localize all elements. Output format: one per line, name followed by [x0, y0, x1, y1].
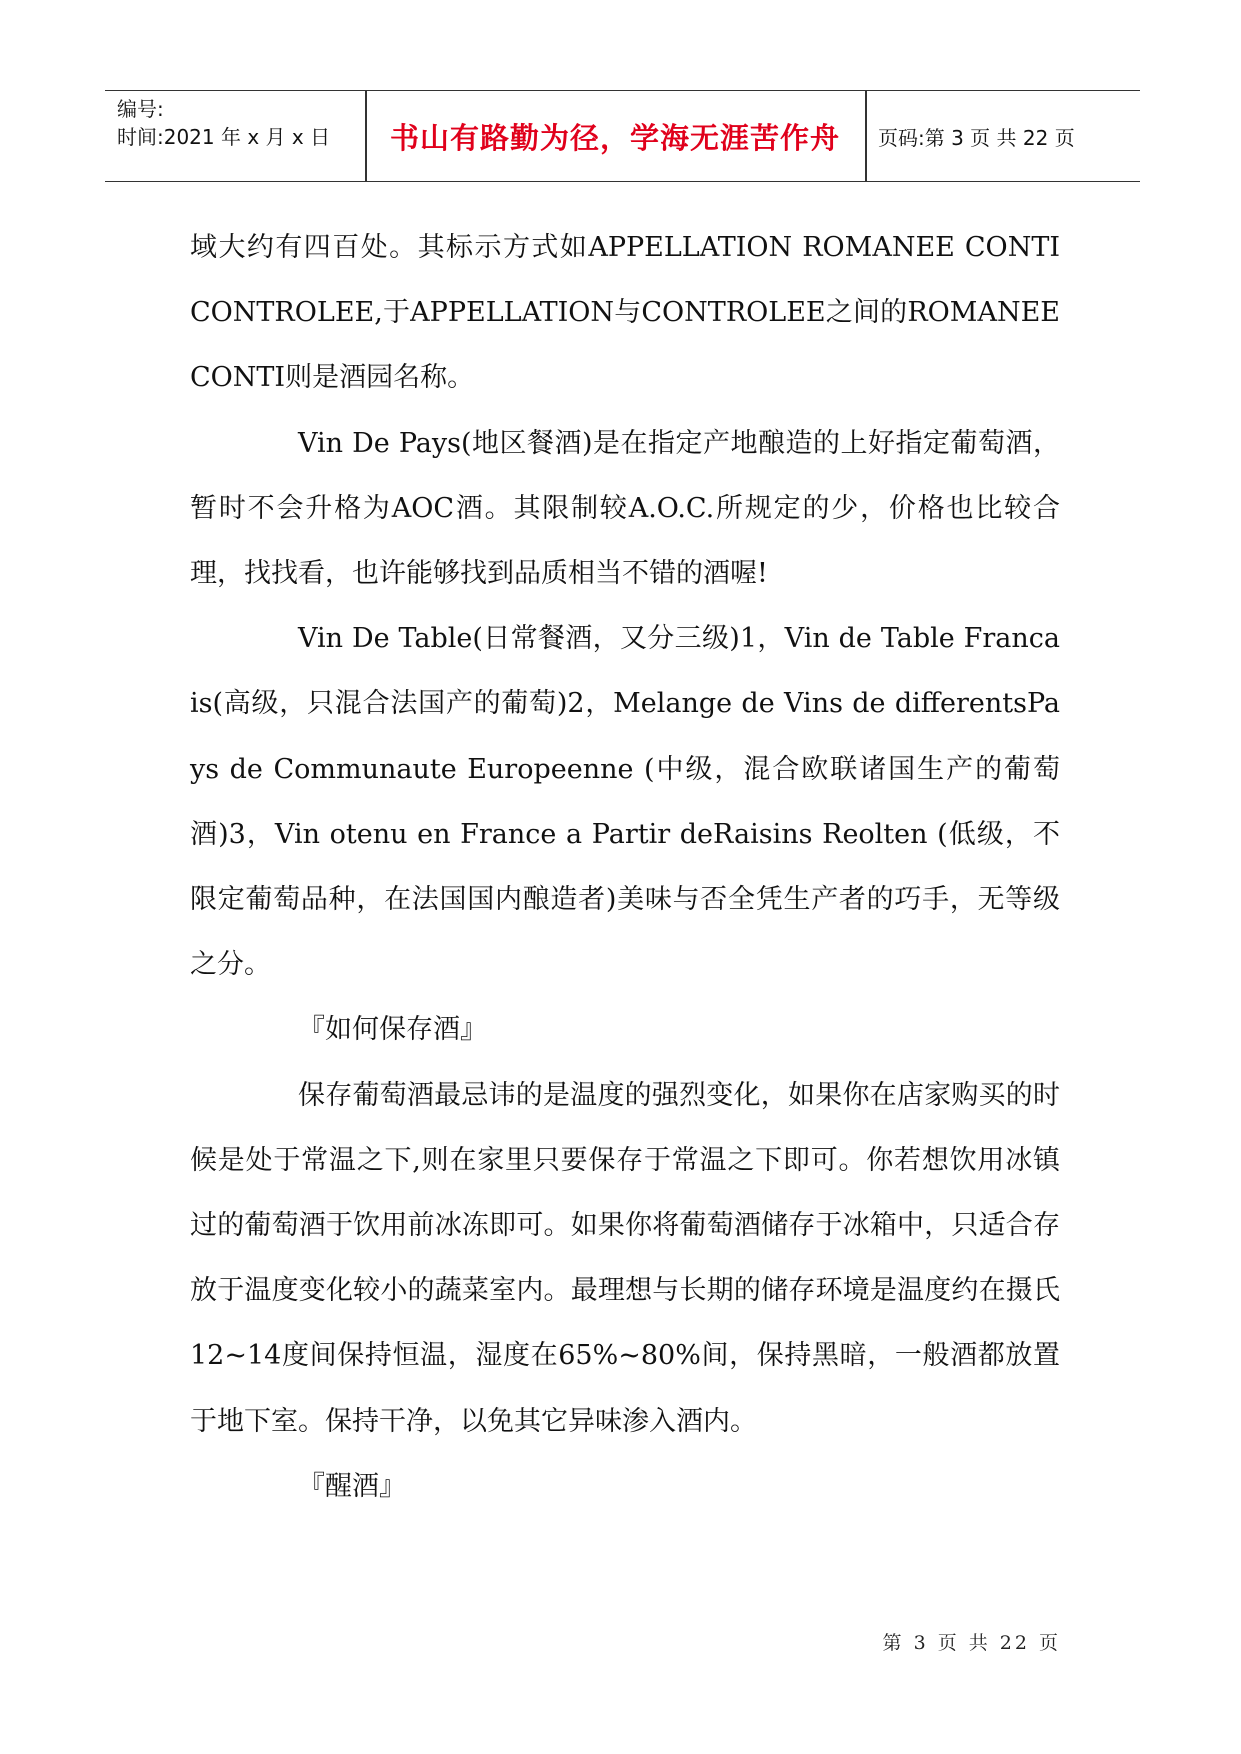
paragraph-continuation: 域大约有四百处。其标示方式如APPELLATION ROMANEE CONTI CONTROLEE,于APPELLATION与CONTROLEE之间的ROMANEE CONTI则是酒园名称。 [190, 232, 1060, 394]
time-label: 时间:2021 年 x 月 x 日 [117, 125, 331, 149]
section-heading-storage: 『如何保存酒』 [298, 1014, 487, 1046]
paragraph-vin-de-pays: Vin De Pays(地区餐酒)是在指定产地酿造的上好指定葡萄酒，暂时不会升格为AOC酒。其限制较A.O.C.所规定的少，价格也比较合理，找找看，也许能够找到品质相当不错的酒喔! [190, 427, 1060, 590]
header-motto: 书山有路勤为径，学海无涯苦作舟 [389, 120, 840, 155]
paragraph-storage: 保存葡萄酒最忌讳的是温度的强烈变化，如果你在店家购买的时候是处于常温之下,则在家里只要保存于常温之下即可。你若想饮用冰镇过的葡萄酒于饮用前冰冻即可。如果你将葡萄酒储存于冰箱中，只适合存放于温度变化较小的蔬菜室内。最理想与长期的储存环境是温度约在摄氏12~14度间保持恒温，湿度在65%~80%间，保持黑暗，一般酒都放置于地下室。保持干净，以免其它异味渗入酒内。 [190, 1079, 1060, 1437]
header-page-info: 页码:第 3 页 共 22 页 [878, 125, 1075, 150]
document-body [190, 215, 1060, 1519]
section-heading-decanting: 『醒酒』 [298, 1470, 406, 1502]
document-header [105, 90, 1140, 182]
page-footer: 第 3 页 共 22 页 [882, 1632, 1061, 1654]
paragraph-vin-de-table: Vin De Table(日常餐酒，又分三级)1，Vin de Table Francais(高级，只混合法国产的葡萄)2，Melange de Vins de differentsPays de Communaute Europeenne (中级，混合欧联诸国生产的葡萄酒)3，Vin otenu en France a Partir deRaisins Reolten (低级，不限定葡萄品种，在法国国内酿造者)美味与否全凭生产者的巧手，无等级之分。 [190, 623, 1060, 981]
number-label: 编号: [117, 97, 164, 121]
header-divider-right [865, 91, 867, 181]
header-divider-left [365, 91, 367, 181]
